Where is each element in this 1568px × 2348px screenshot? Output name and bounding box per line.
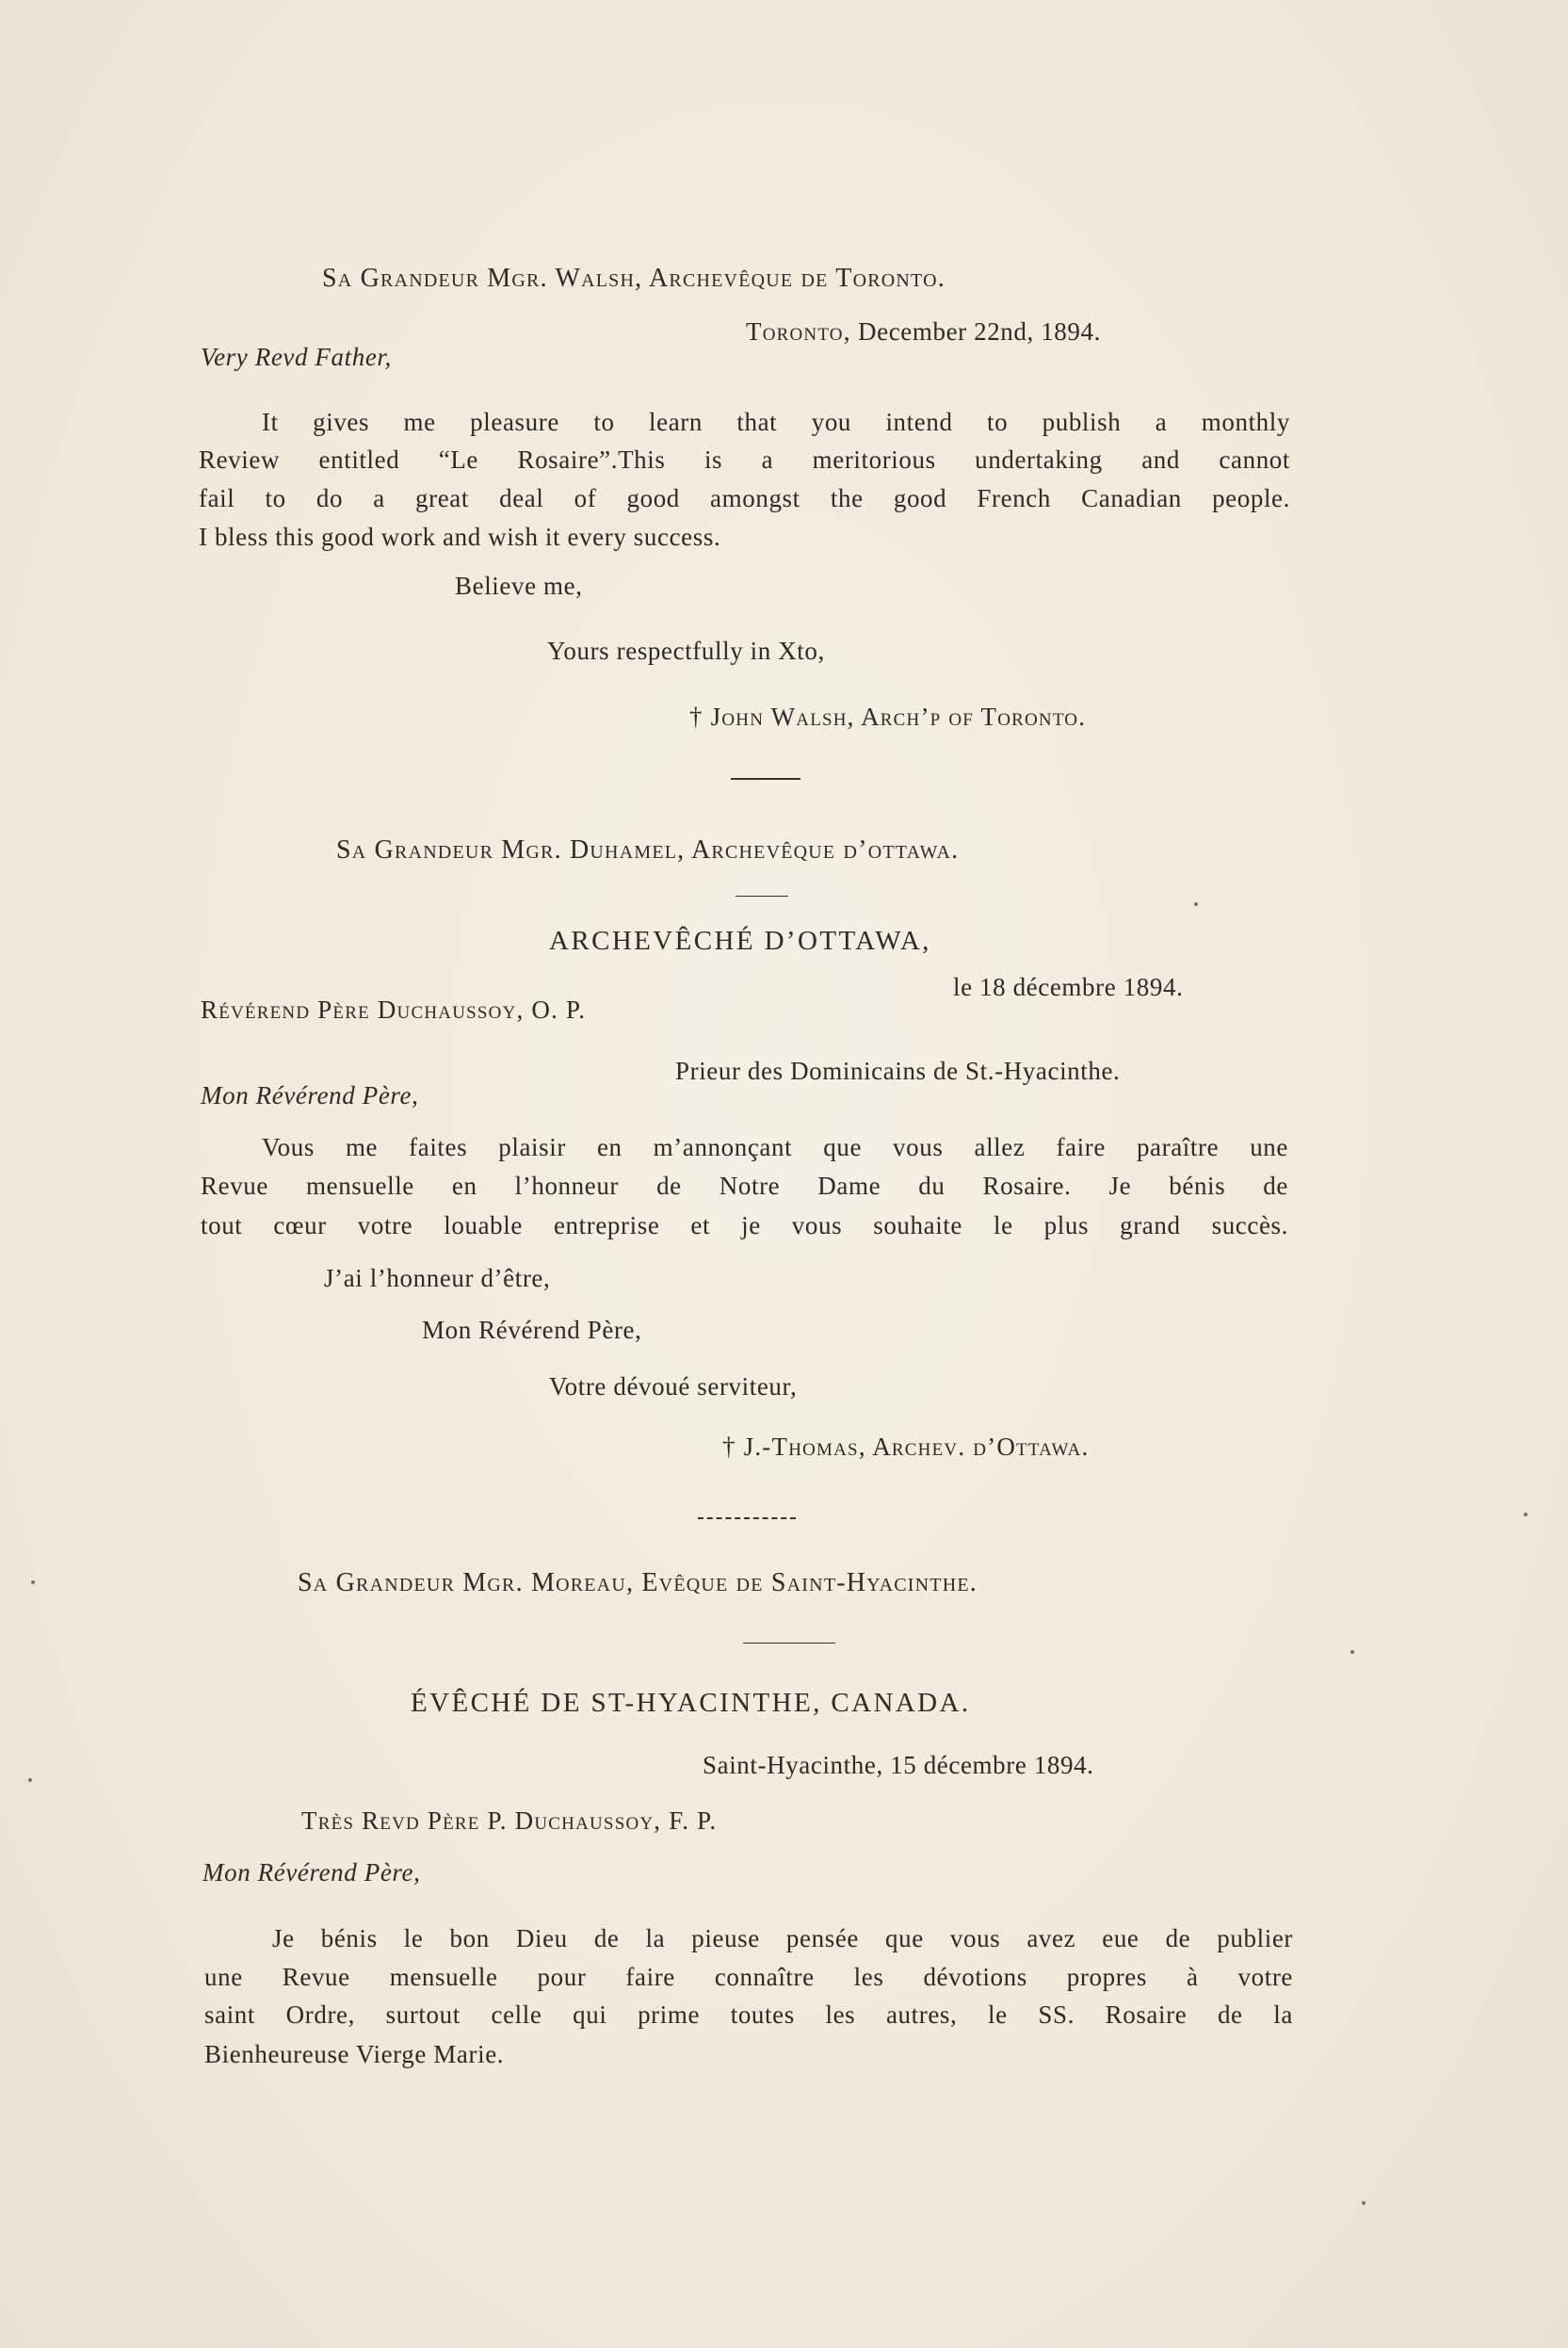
letter1-body-line-2: Review entitled “Le Rosaire”.This is a meritorious undertaking and cannot — [199, 445, 1290, 474]
section-divider-3 — [698, 1517, 796, 1519]
letter2-body-line-3: tout cœur votre louable entreprise et je vous souhaite le plus grand succès. — [201, 1211, 1288, 1239]
letter1-date: December 22nd, 1894. — [858, 317, 1101, 346]
letter2-closing-2: Mon Révérend Père, — [422, 1316, 642, 1344]
letter2-signature: † J.-Thomas, Archev. d’Ottawa. — [722, 1433, 1090, 1461]
letter1-salutation: Very Revd Father, — [201, 343, 392, 371]
letter2-closing-1: J’ai l’honneur d’être, — [324, 1264, 551, 1292]
paper-speck — [1350, 1650, 1354, 1654]
letter1-signature: † John Walsh, Arch’p of Toronto. — [689, 703, 1087, 731]
letter1-body-line-3: fail to do a great deal of good amongst the good French Canadian people. — [199, 484, 1290, 512]
letter1-place-date — [746, 316, 1101, 347]
letter3-salutation: Mon Révérend Père, — [202, 1858, 421, 1886]
letter2-heading: Sa Grandeur Mgr. Duhamel, Archevêque d’ottawa. — [336, 835, 960, 865]
section-divider-1 — [731, 778, 800, 780]
letter2-recipient-title: Prieur des Dominicains de St.-Hyacinthe. — [675, 1057, 1121, 1085]
letter3-date: Saint-Hyacinthe, 15 décembre 1894. — [703, 1751, 1094, 1779]
letter3-body-line-2: une Revue mensuelle pour faire connaître les dévotions propres à votre — [204, 1963, 1293, 1991]
paper-speck — [1194, 902, 1198, 906]
paper-speck — [28, 1778, 32, 1782]
paper-speck — [1362, 2201, 1366, 2205]
paper-speck — [31, 1580, 35, 1584]
section-divider-2 — [736, 896, 788, 897]
letter2-recipient: Révérend Père Duchaussoy, O. P. — [201, 996, 587, 1024]
letter3-body-line-1: Je bénis le bon Dieu de la pieuse pensée que vous avez eue de publier — [272, 1924, 1293, 1952]
letter1-date-city: Toronto, — [746, 317, 851, 346]
letter3-recipient: Très Revd Père P. Duchaussoy, F. P. — [301, 1806, 718, 1835]
letter2-salutation: Mon Révérend Père, — [201, 1081, 419, 1109]
paper-speck — [1524, 1513, 1528, 1516]
letter1-heading: Sa Grandeur Mgr. Walsh, Archevêque de Toronto. — [322, 264, 946, 293]
letter2-body-line-1: Vous me faites plaisir en m’annonçant que vous allez faire paraître une — [262, 1133, 1288, 1161]
letter1-body-line-1: It gives me pleasure to learn that you intend to publish a monthly — [262, 408, 1290, 436]
section-divider-4 — [743, 1643, 835, 1644]
letter1-closing-2: Yours respectfully in Xto, — [547, 637, 825, 665]
letter2-date: le 18 décembre 1894. — [953, 973, 1184, 1001]
letter1-body-line-4: I bless this good work and wish it every success. — [199, 523, 721, 551]
letter3-heading: Sa Grandeur Mgr. Moreau, Evêque de Saint-Hyacinthe. — [298, 1568, 978, 1597]
letter2-body-line-2: Revue mensuelle en l’honneur de Notre Dame du Rosaire. Je bénis de — [201, 1172, 1288, 1200]
letter2-title: ARCHEVÊCHÉ D’OTTAWA, — [549, 926, 931, 956]
letter1-closing-1: Believe me, — [455, 572, 583, 600]
letter3-body-line-3: saint Ordre, surtout celle qui prime toutes les autres, le SS. Rosaire de la — [204, 2000, 1293, 2029]
letter3-body-line-4: Bienheureuse Vierge Marie. — [204, 2040, 505, 2068]
letter2-closing-3: Votre dévoué serviteur, — [549, 1372, 798, 1401]
letter3-title: ÉVÊCHÉ DE ST-HYACINTHE, CANADA. — [411, 1688, 971, 1718]
